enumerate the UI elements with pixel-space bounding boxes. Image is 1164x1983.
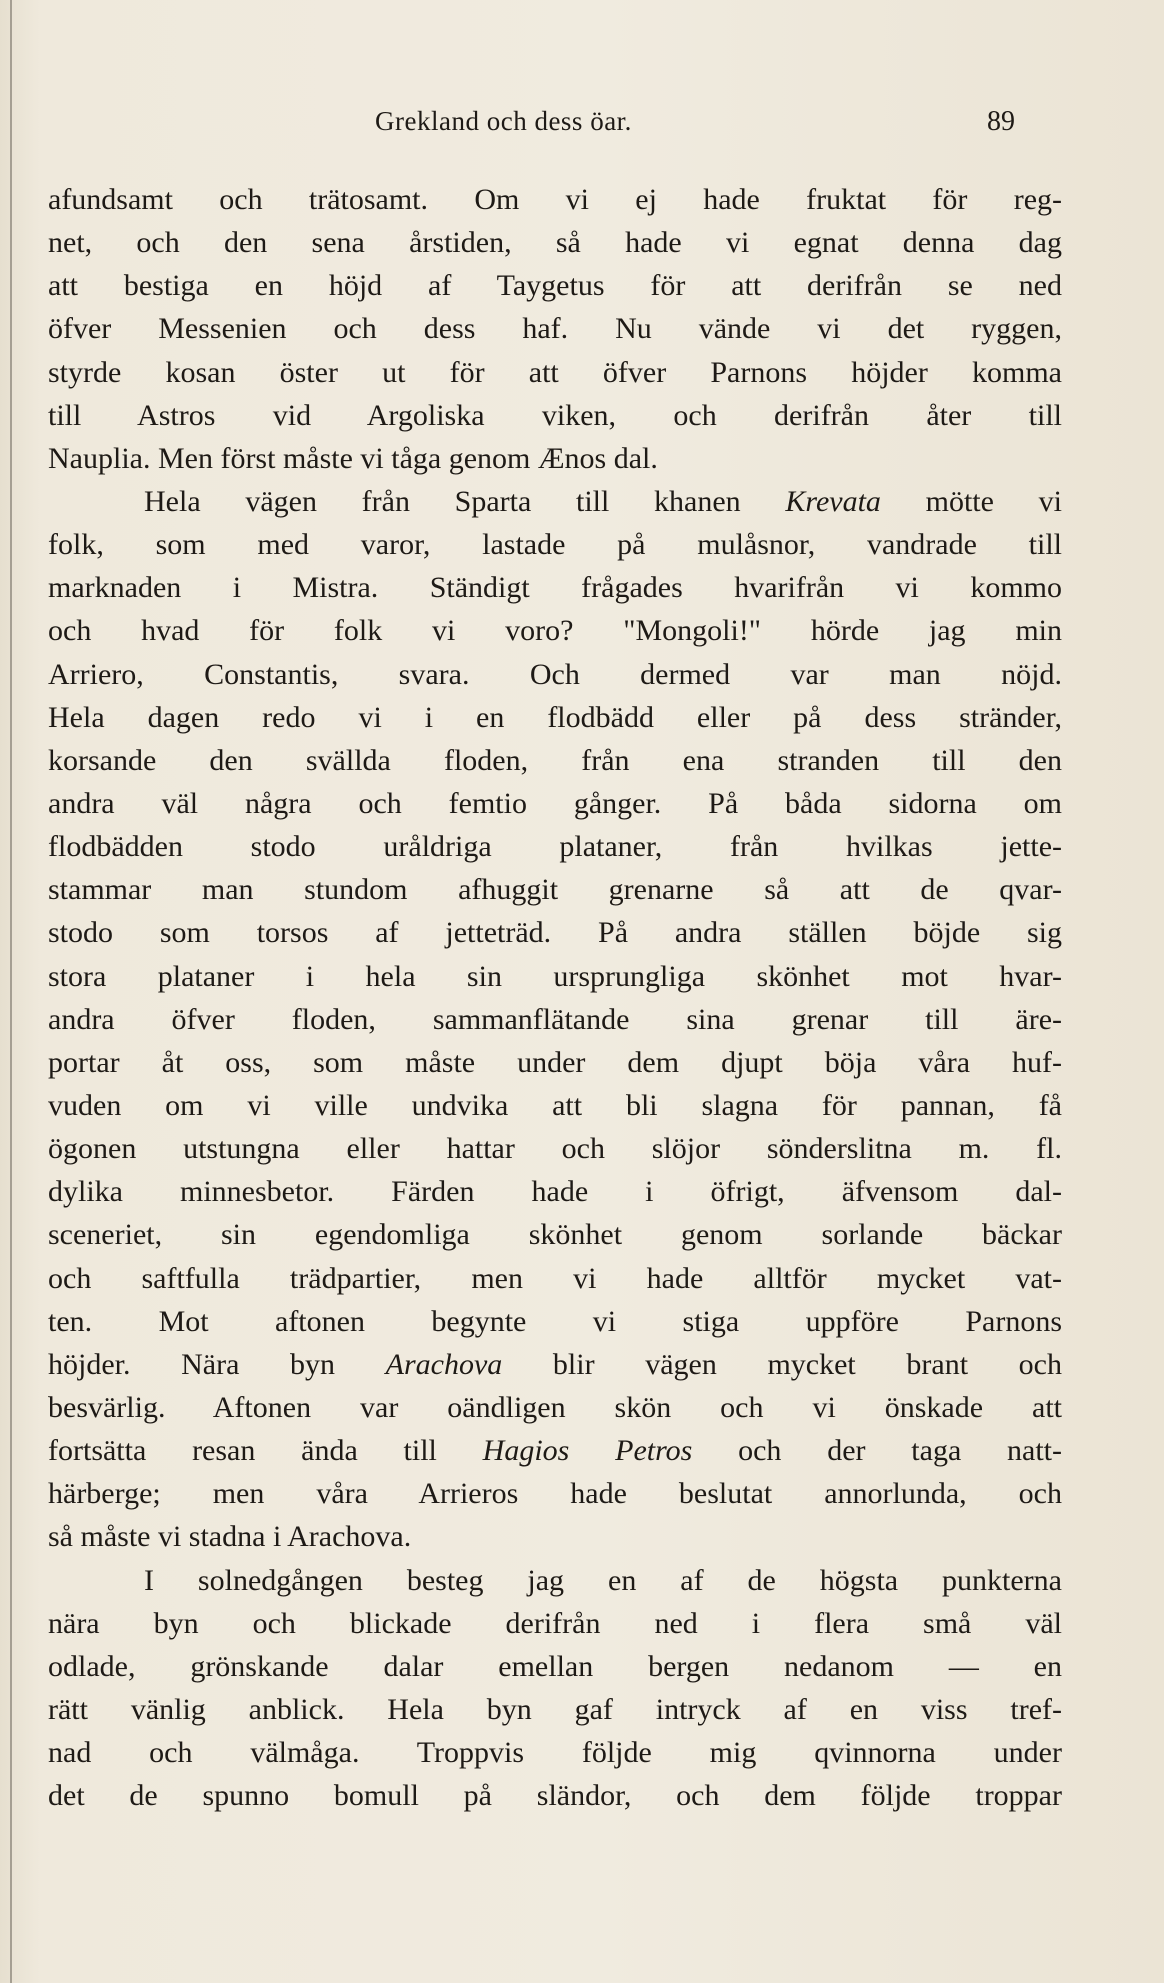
text-line: Arriero, Constantis, svara. Och dermed var man nöjd. [48,657,1062,691]
text-line: marknaden i Mistra. Ständigt frågades hvarifrån vi kommo [48,571,1062,605]
page-edge-line [10,0,12,1983]
page-header [375,106,1015,146]
text-line [48,480,1062,523]
text-line: styrde kosan öster ut för att öfver Parnons höjder komma [48,355,1062,389]
text-segment: och der taga natt- [692,1434,1062,1468]
running-title: Grekland och dess öar. [375,106,632,136]
italic-name: Arachova [385,1347,503,1381]
text-line: att bestiga en höjd af Taygetus för att derifrån se ned [48,269,1062,303]
text-line: folk, som med varor, lastade på mulåsnor, vandrade till [48,528,1062,562]
text-line: så måste vi stadna i Arachova. [48,1520,412,1554]
text-segment: höjder. Nära byn [48,1347,386,1381]
text-line: Nauplia. Men först måste vi tåga genom Ænos dal. [48,441,658,475]
text-segment: blir vägen mycket brant och [502,1347,1062,1381]
text-line: det de spunno bomull på sländor, och dem följde troppar [48,1779,1062,1813]
page-number: 89 [987,106,1015,137]
text-line: nära byn och blickade derifrån ned i flera små väl [48,1606,1062,1640]
text-line: rätt vänlig anblick. Hela byn gaf intryck af en viss tref- [48,1692,1062,1726]
text-line [48,1429,1062,1472]
text-line: odlade, grönskande dalar emellan bergen nedanom — en [48,1649,1062,1683]
text-line: ögonen utstungna eller hattar och slöjor sönderslitna m. fl. [48,1132,1062,1166]
body-text [48,178,1062,1817]
text-line: till Astros vid Argoliska viken, och derifrån åter till [48,398,1062,432]
text-segment: mötte vi [880,484,1062,518]
text-line: andra väl några och femtio gånger. På båda sidorna om [48,786,1062,820]
text-line: dylika minnesbetor. Färden hade i öfrigt, äfvensom dal- [48,1175,1062,1209]
text-line: stora plataner i hela sin ursprungliga skönhet mot hvar- [48,959,1062,993]
text-line: stodo som torsos af jetteträd. På andra ställen böjde sig [48,916,1062,950]
text-segment: fortsätta resan ända till [48,1434,483,1468]
text-line [48,1343,1062,1386]
italic-name: Hagios Petros [482,1434,693,1468]
text-line: andra öfver floden, sammanflätande sina grenar till äre- [48,1002,1062,1036]
text-line: vuden om vi ville undvika att bli slagna för pannan, få [48,1088,1062,1122]
text-line: och saftfulla trädpartier, men vi hade alltför mycket vat- [48,1261,1062,1295]
text-line: I solnedgången besteg jag en af de högsta punkterna [144,1563,1062,1597]
text-line: korsande den svällda floden, från ena stranden till den [48,743,1062,777]
text-segment: Hela vägen från Sparta till khanen [144,484,786,518]
italic-name: Krevata [785,484,881,518]
text-line: och hvad för folk vi voro? "Mongoli!" hörde jag min [48,614,1062,648]
text-line: besvärlig. Aftonen var oändligen skön och vi önskade att [48,1390,1062,1424]
text-line: afundsamt och trätosamt. Om vi ej hade fruktat för reg- [48,183,1062,216]
text-line: nad och välmåga. Troppvis följde mig qvinnorna under [48,1736,1062,1770]
text-line: härberge; men våra Arrieros hade beslutat annorlunda, och [48,1477,1062,1511]
text-line: Hela dagen redo vi i en flodbädd eller på dess stränder, [48,700,1062,734]
text-line: flodbädden stodo uråldriga plataner, från hvilkas jette- [48,830,1062,864]
text-line: sceneriet, sin egendomliga skönhet genom sorlande bäckar [48,1218,1062,1252]
text-line: ten. Mot aftonen begynte vi stiga uppföre Parnons [48,1304,1062,1338]
text-line: net, och den sena årstiden, så hade vi egnat denna dag [48,226,1062,260]
text-line: öfver Messenien och dess haf. Nu vände vi det ryggen, [48,312,1062,346]
text-line: portar åt oss, som måste under dem djupt böja våra huf- [48,1045,1062,1079]
text-line: stammar man stundom afhuggit grenarne så att de qvar- [48,873,1062,907]
